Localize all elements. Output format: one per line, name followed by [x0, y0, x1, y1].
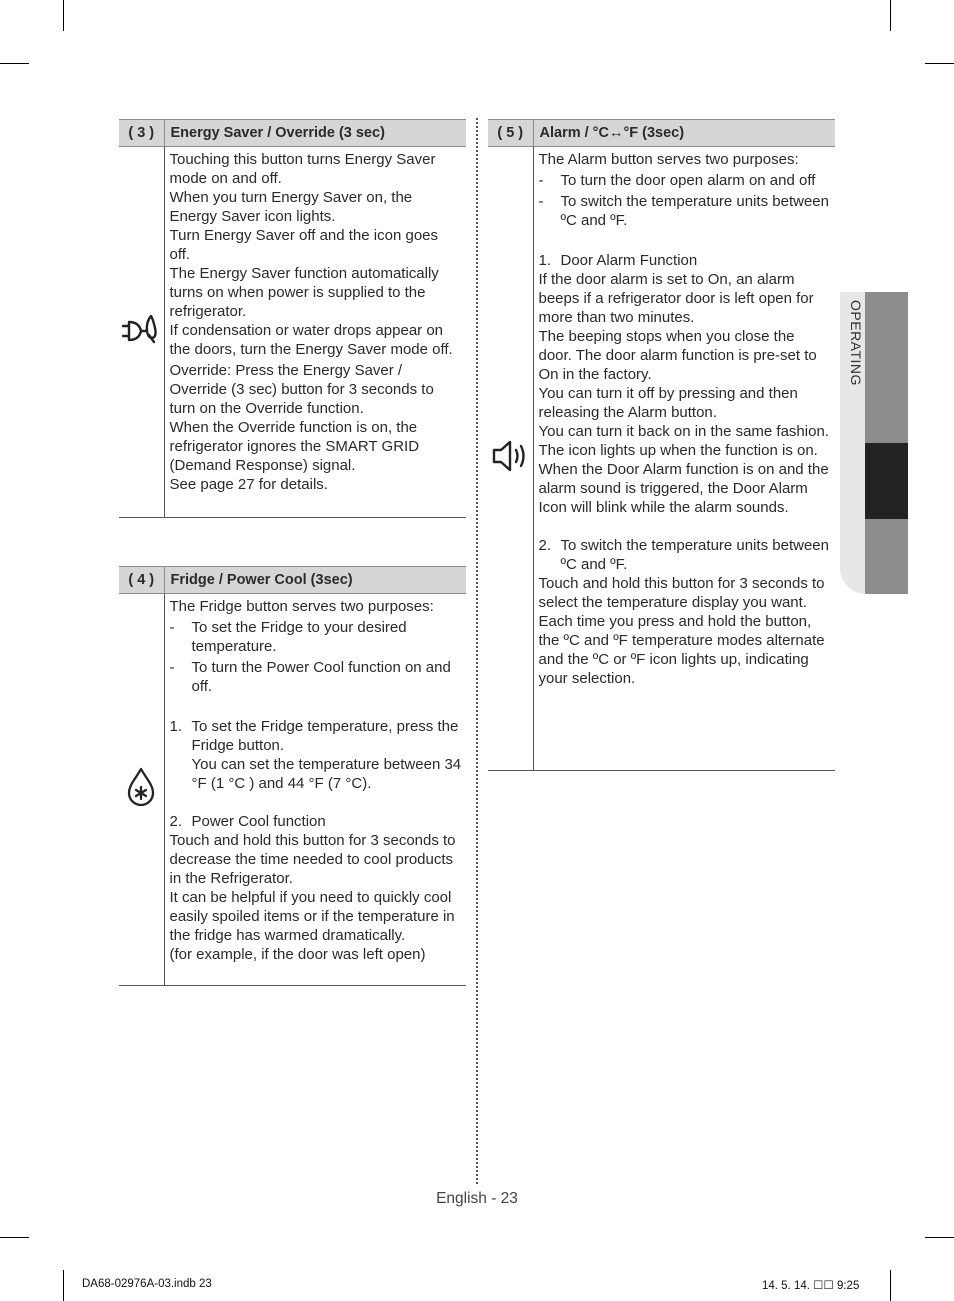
section-number: ( 5 )	[488, 120, 533, 147]
numbered-step	[170, 717, 463, 793]
crop-mark	[63, 1270, 64, 1301]
step-number: 2.	[538, 537, 552, 554]
list-item	[539, 192, 832, 230]
numbered-step	[539, 536, 832, 574]
column-divider	[476, 118, 478, 1184]
alarm-table	[488, 119, 835, 771]
list-item-text: To turn the Power Cool function on and off.	[191, 659, 451, 695]
description-line: It can be helpful if you need to quickly cool easily spoiled items or if the temperature in the fridge has warmed dramatically.	[169, 889, 455, 944]
crop-mark	[925, 1237, 954, 1238]
description-line: Override: Press the Energy Saver / Override (3 sec) button for 3 seconds to turn on the Override function.	[169, 362, 434, 417]
icon-cell	[119, 594, 164, 986]
description-line: When you turn Energy Saver on, the Energy Saver icon lights.	[169, 189, 413, 225]
icon-cell	[488, 147, 533, 771]
fridge-power-cool-table	[119, 566, 466, 986]
page-footer: English - 23	[436, 1190, 518, 1207]
description-line: If the door alarm is set to On, an alarm beeps if a refrigerator door is left open for more than two minutes.	[538, 271, 814, 326]
section-description	[164, 594, 466, 986]
description-line: The Energy Saver function automatically turns on when power is supplied to the refrigerator.	[169, 265, 439, 320]
description-line: When the Door Alarm function is on and the alarm sound is triggered, the Door Alarm Icon will blink while the alarm sounds.	[538, 461, 829, 516]
step-title: Power Cool function	[191, 813, 326, 830]
speaker-alarm-icon	[491, 439, 529, 473]
section-title: Fridge / Power Cool (3sec)	[164, 567, 466, 594]
fridge-drop-icon	[126, 767, 156, 807]
description-line: If condensation or water drops appear on the doors, turn the Energy Saver mode off.	[169, 322, 453, 358]
step-title: Door Alarm Function	[560, 252, 698, 269]
section-title: Energy Saver / Override (3 sec)	[164, 120, 466, 147]
description-line: Each time you press and hold the button, the ºC and ºF temperature modes alternate and the ºC or ºF icon lights up, indicating your selection.	[538, 613, 825, 687]
chapter-tab-active-marker	[865, 443, 908, 519]
print-slug-date: 14. 5. 14. ☐☐ 9:25	[762, 1280, 860, 1292]
section-description	[533, 147, 835, 771]
numbered-step	[170, 812, 463, 831]
list-item-text: To set the Fridge to your desired temperature.	[191, 619, 407, 655]
list-item	[539, 171, 832, 190]
description-line: See page 27 for details.	[169, 476, 328, 493]
bullet-mark: -	[169, 619, 175, 636]
description-line: The beeping stops when you close the door. The door alarm function is pre-set to On in the factory.	[538, 328, 817, 383]
energy-saver-table	[119, 119, 466, 518]
bullet-mark: -	[538, 172, 544, 189]
section-description	[164, 147, 466, 518]
description-line: When the Override function is on, the refrigerator ignores the SMART GRID (Demand Response) signal.	[169, 419, 420, 474]
crop-mark	[890, 1270, 891, 1301]
description-line: You can turn it back on in the same fashion.	[538, 423, 829, 440]
description-line: You can turn it off by pressing and then releasing the Alarm button.	[538, 385, 798, 421]
bullet-mark: -	[169, 659, 175, 676]
chapter-tab-label: OPERATING	[848, 300, 864, 386]
section-number: ( 4 )	[119, 567, 164, 594]
step-number: 1.	[169, 718, 183, 735]
description-line: The icon lights up when the function is on.	[538, 442, 818, 459]
section-number: ( 3 )	[119, 120, 164, 147]
description-line: (for example, if the door was left open)	[169, 946, 426, 963]
intro-text: The Alarm button serves two purposes:	[538, 151, 799, 168]
crop-mark	[0, 1237, 29, 1238]
crop-mark	[63, 0, 64, 31]
section-title: Alarm / °C↔°F (3sec)	[533, 120, 835, 147]
intro-text: The Fridge button serves two purposes:	[169, 598, 434, 615]
print-slug-file: DA68-02976A-03.indb 23	[82, 1278, 212, 1290]
step-number: 2.	[169, 813, 183, 830]
energy-saver-plug-icon	[121, 314, 161, 346]
bullet-mark: -	[538, 193, 544, 210]
step-text: To set the Fridge temperature, press the Fridge button.	[191, 718, 459, 754]
step-number: 1.	[538, 252, 552, 269]
icon-cell	[119, 147, 164, 518]
numbered-step	[539, 251, 832, 270]
description-line: Touching this button turns Energy Saver mode on and off.	[169, 151, 436, 187]
description-line: Touch and hold this button for 3 seconds to decrease the time needed to cool products in the Refrigerator.	[169, 832, 456, 887]
description-line: Turn Energy Saver off and the icon goes off.	[169, 227, 438, 263]
list-item-text: To turn the door open alarm on and off	[560, 172, 816, 189]
crop-mark	[925, 63, 954, 64]
list-item	[170, 658, 463, 696]
description-line: Touch and hold this button for 3 seconds to select the temperature display you want.	[538, 575, 825, 611]
crop-mark	[0, 63, 29, 64]
crop-mark	[890, 0, 891, 31]
step-text: You can set the temperature between 34 °F (1 °C ) and 44 °F (7 °C).	[191, 756, 462, 792]
list-item-text: To switch the temperature units between ºC and ºF.	[560, 193, 829, 229]
step-title: To switch the temperature units between ºC and ºF.	[560, 537, 829, 573]
list-item	[170, 618, 463, 656]
